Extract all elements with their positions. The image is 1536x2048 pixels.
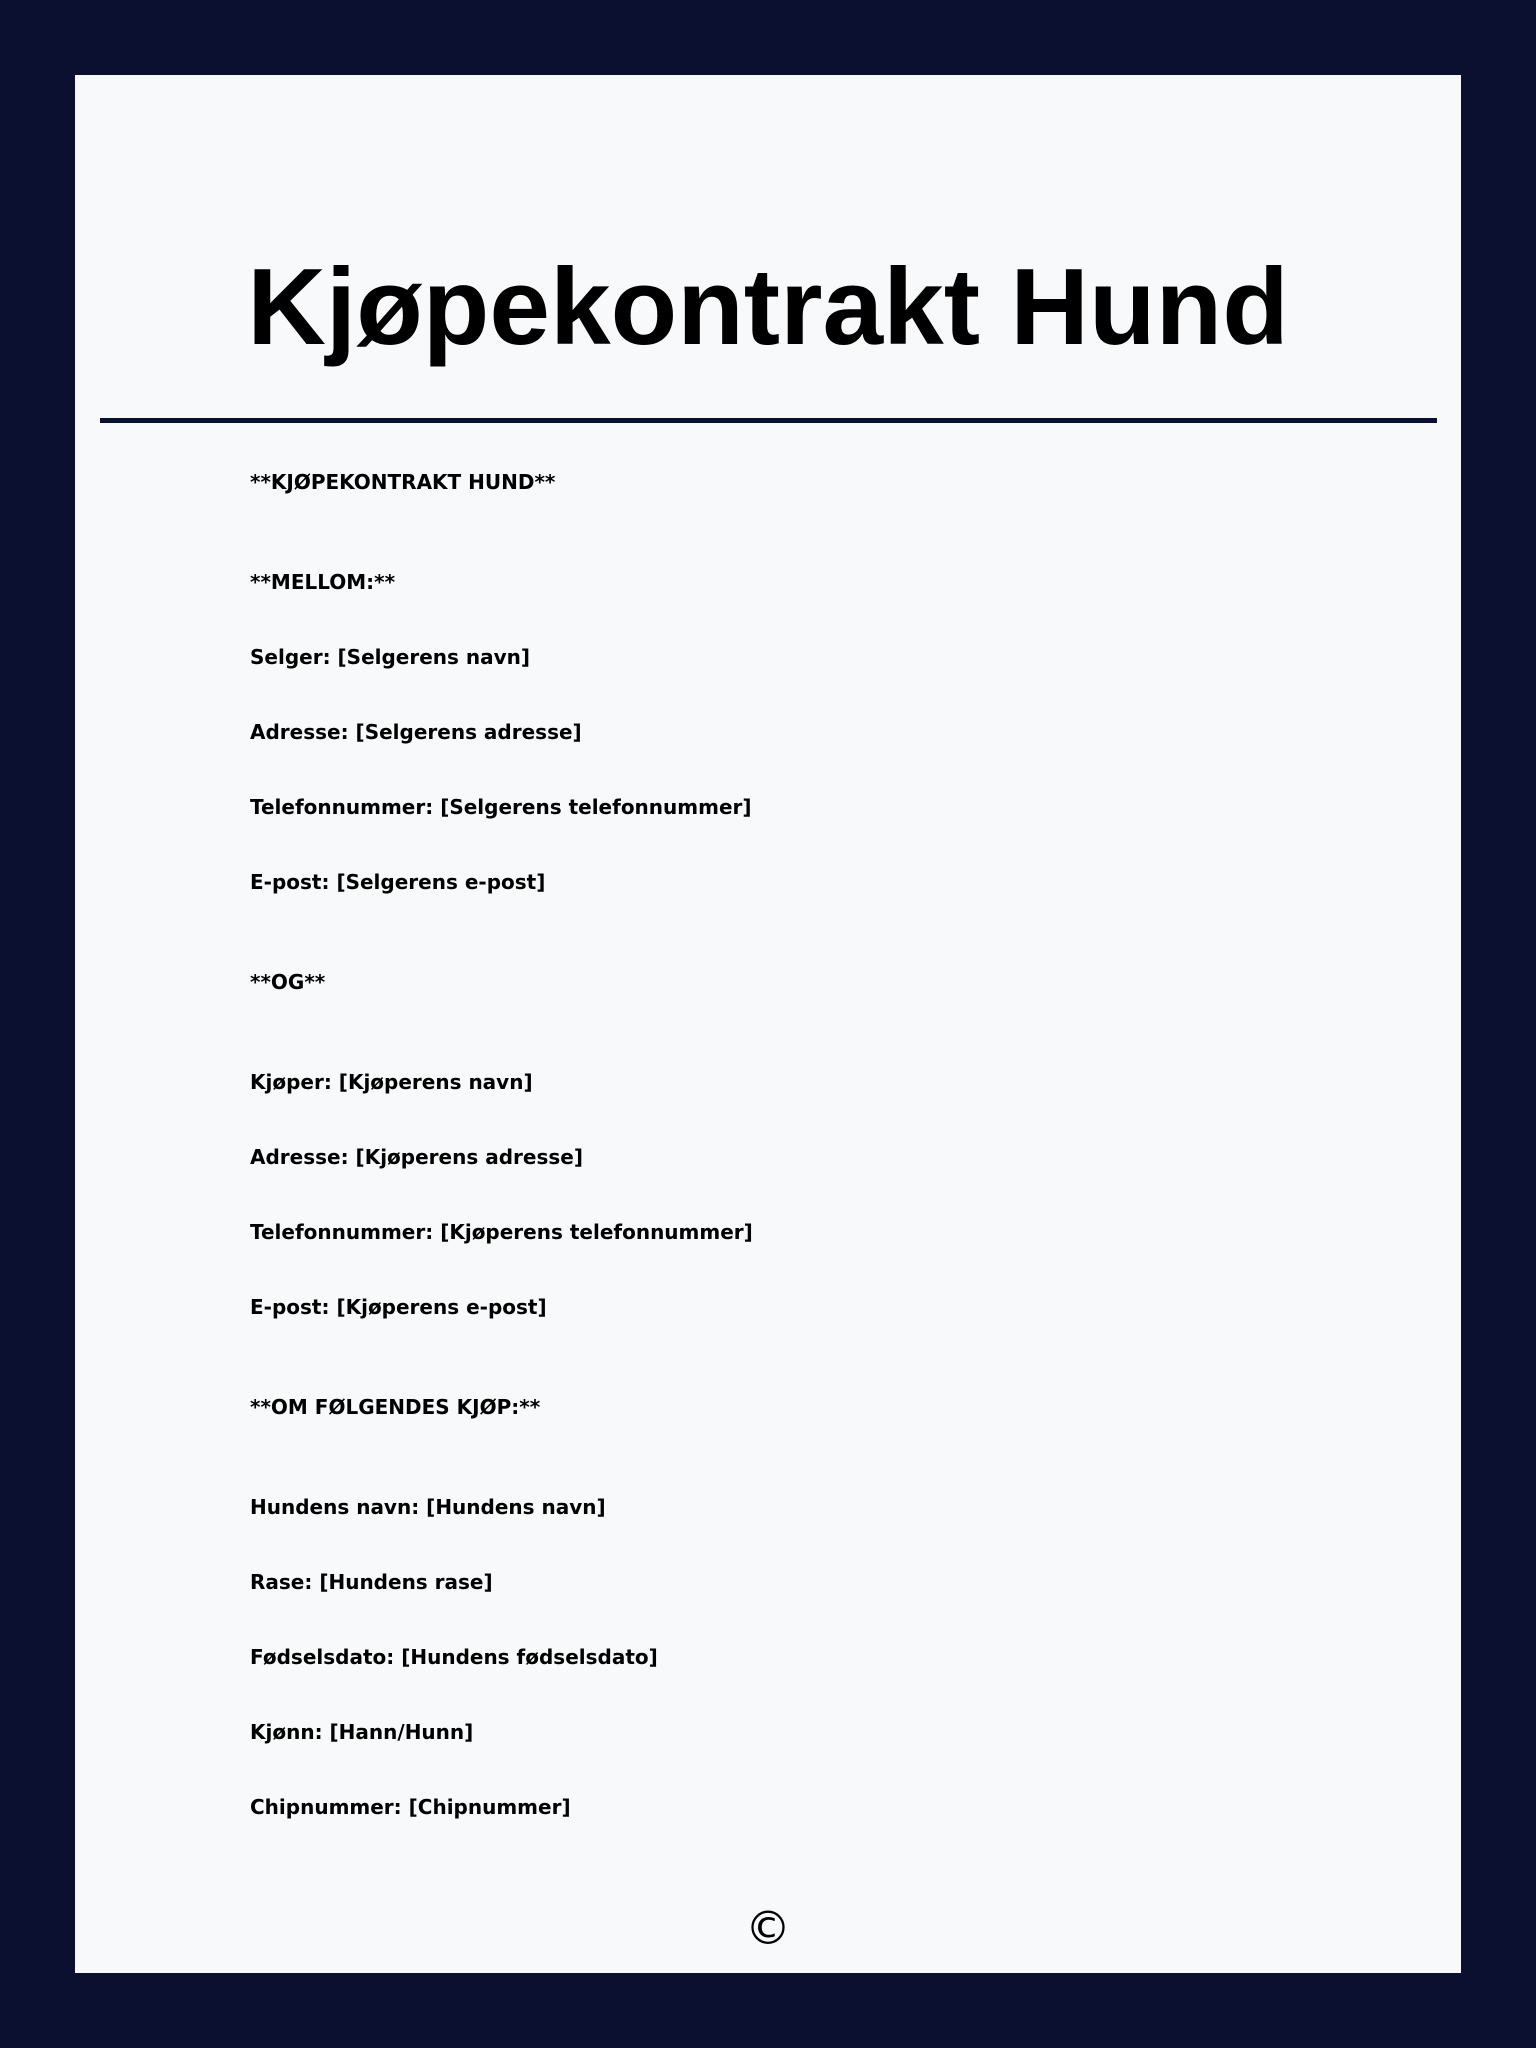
dog-sex-line: Kjønn: [Hann/Hunn] xyxy=(250,1720,474,1744)
dog-name-line: Hundens navn: [Hundens navn] xyxy=(250,1495,606,1519)
seller-email-line: E-post: [Selgerens e-post] xyxy=(250,870,546,894)
buyer-name-line: Kjøper: [Kjøperens navn] xyxy=(250,1070,533,1094)
dog-chip-line: Chipnummer: [Chipnummer] xyxy=(250,1795,571,1819)
section-heading-between: **MELLOM:** xyxy=(250,570,396,594)
copyright-icon: © xyxy=(745,1901,791,1955)
section-heading-and: **OG** xyxy=(250,970,326,994)
buyer-address-line: Adresse: [Kjøperens adresse] xyxy=(250,1145,583,1169)
buyer-phone-line: Telefonnummer: [Kjøperens telefonnummer] xyxy=(250,1220,753,1244)
section-heading-purchase: **OM FØLGENDES KJØP:** xyxy=(250,1395,541,1419)
seller-name-line: Selger: [Selgerens navn] xyxy=(250,645,531,669)
dog-birthdate-line: Fødselsdato: [Hundens fødselsdato] xyxy=(250,1645,658,1669)
title-divider xyxy=(100,418,1437,423)
seller-phone-line: Telefonnummer: [Selgerens telefonnummer] xyxy=(250,795,752,819)
dog-breed-line: Rase: [Hundens rase] xyxy=(250,1570,493,1594)
buyer-email-line: E-post: [Kjøperens e-post] xyxy=(250,1295,547,1319)
contract-heading: **KJØPEKONTRAKT HUND** xyxy=(250,470,556,494)
document-title: Kjøpekontrakt Hund xyxy=(247,246,1289,368)
seller-address-line: Adresse: [Selgerens adresse] xyxy=(250,720,582,744)
